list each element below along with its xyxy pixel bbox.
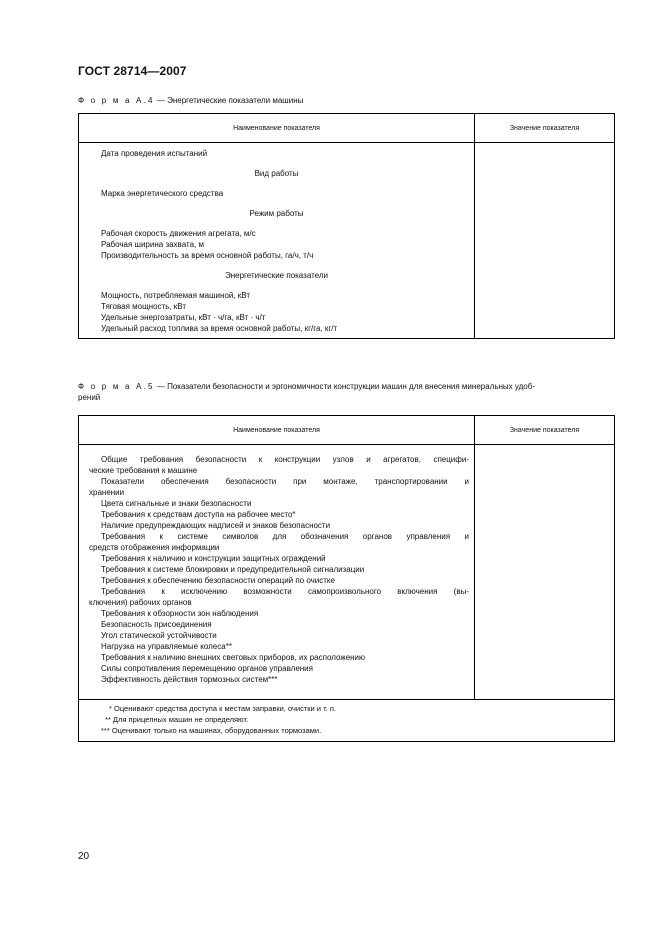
form-a5-item: средств отображения информации (89, 543, 220, 552)
form-a5-item: Требования к обзорности зон наблюдения (101, 609, 259, 618)
form-a5-item: Эффективность действия тормозных систем*** (101, 675, 278, 684)
form-a4-item: Мощность, потребляемая машиной, кВт (101, 291, 251, 300)
form-a5-item: Требования к исключению возможности самопроизвольного включения (вы- (101, 587, 469, 596)
form-a5-names-cell (79, 445, 475, 699)
page-number: 20 (78, 851, 90, 862)
footnote-1: * Оценивают средства доступа к местам заправки, очистки и т. п. (109, 704, 336, 713)
form-a5-item: Общие требования безопасности к конструкции узлов и агрегатов, специфи- (101, 455, 469, 464)
form-a5-item: Требования к обеспечению безопасности операций по очистке (101, 576, 335, 585)
form-a5-item: Безопасность присоединения (101, 620, 212, 629)
form-a5-item: ключения) рабочих органов (89, 598, 192, 607)
form-a4-item: Тяговая мощность, кВт (101, 302, 187, 311)
form-a5-item: Угол статической устойчивости (101, 631, 217, 640)
form-a5-item: Требования к наличию внешних световых приборов, их расположению (101, 653, 366, 662)
form-a5-item: Показатели обеспечения безопасности при монтаже, транспортировании и (101, 477, 469, 486)
form-a5-col1-header: Наименование показателя (79, 416, 475, 444)
document-header: ГОСТ 28714—2007 (78, 64, 187, 78)
form-a5-col2-header: Значение показателя (509, 426, 580, 434)
form-a5-item: Требования к средствам доступа на рабочее место* (101, 510, 296, 519)
form-a4-item: Рабочая ширина захвата, м (101, 240, 204, 249)
form-a4-header-row (79, 114, 614, 143)
form-a4-caption (78, 95, 303, 106)
form-a4-item: Удельные энергозатраты, кВт · ч/га, кВт · ч/т (101, 313, 266, 322)
form-a4-col2-header: Значение показателя (509, 124, 580, 132)
form-a5-item: Цвета сигнальные и знаки безопасности (101, 499, 252, 508)
form-a4-caption-prefix: Ф о р м а А.4 (78, 96, 155, 105)
form-a5-footnotes (79, 699, 614, 741)
form-a5-values-cell (475, 445, 614, 699)
form-a5-caption-prefix: Ф о р м а А.5 (78, 382, 155, 391)
footnote-2: ** Для прицепных машин не определяют. (105, 715, 249, 724)
form-a4-subheading: Режим работы (249, 209, 304, 218)
form-a4-item: Удельный расход топлива за время основной работы, кг/га, кг/т (101, 324, 338, 333)
form-a4-names-cell (79, 143, 475, 338)
form-a4-values-cell (475, 143, 614, 338)
form-a5-caption-line2: рений (78, 393, 101, 402)
form-a5-table (78, 415, 615, 742)
form-a4-subheading: Вид работы (254, 169, 299, 178)
form-a5-item: Требования к системе блокировки и предупредительной сигнализации (101, 565, 365, 574)
form-a5-header-row (79, 416, 614, 445)
form-a4-item: Марка энергетического средства (101, 189, 224, 198)
form-a4-item: Дата проведения испытаний (101, 149, 208, 158)
form-a4-table (78, 113, 615, 339)
form-a4-caption-text: — Энергетические показатели машины (154, 96, 304, 105)
form-a4-item: Производительность за время основной работы, га/ч, т/ч (101, 251, 314, 260)
form-a5-item: Наличие предупреждающих надписей и знаков безопасности (101, 521, 331, 530)
form-a5-item: Требования к наличию и конструкции защитных ограждений (101, 554, 326, 563)
form-a4-item: Рабочая скорость движения агрегата, м/с (101, 229, 256, 238)
form-a5-body-row (79, 445, 614, 699)
footnote-3: *** Оценивают только на машинах, оборудованных тормозами. (101, 726, 322, 735)
form-a5-item: ческие требования к машине (89, 466, 198, 475)
form-a5-item: Требования к системе символов для обозначения органов управления и (101, 532, 469, 541)
form-a5-item: Нагрузка на управляемые колеса** (101, 642, 232, 651)
form-a5-caption-line1: — Показатели безопасности и эргономичности конструкции машин для внесения минеральных удоб- (154, 382, 535, 391)
form-a5-item: Силы сопротивления перемещению органов управления (101, 664, 313, 673)
form-a5-caption (78, 381, 615, 403)
form-a4-subheading: Энергетические показатели (224, 271, 329, 280)
form-a4-col1-header: Наименование показателя (79, 114, 475, 142)
form-a5-item: хранении (89, 488, 125, 497)
form-a4-body-row (79, 143, 614, 338)
